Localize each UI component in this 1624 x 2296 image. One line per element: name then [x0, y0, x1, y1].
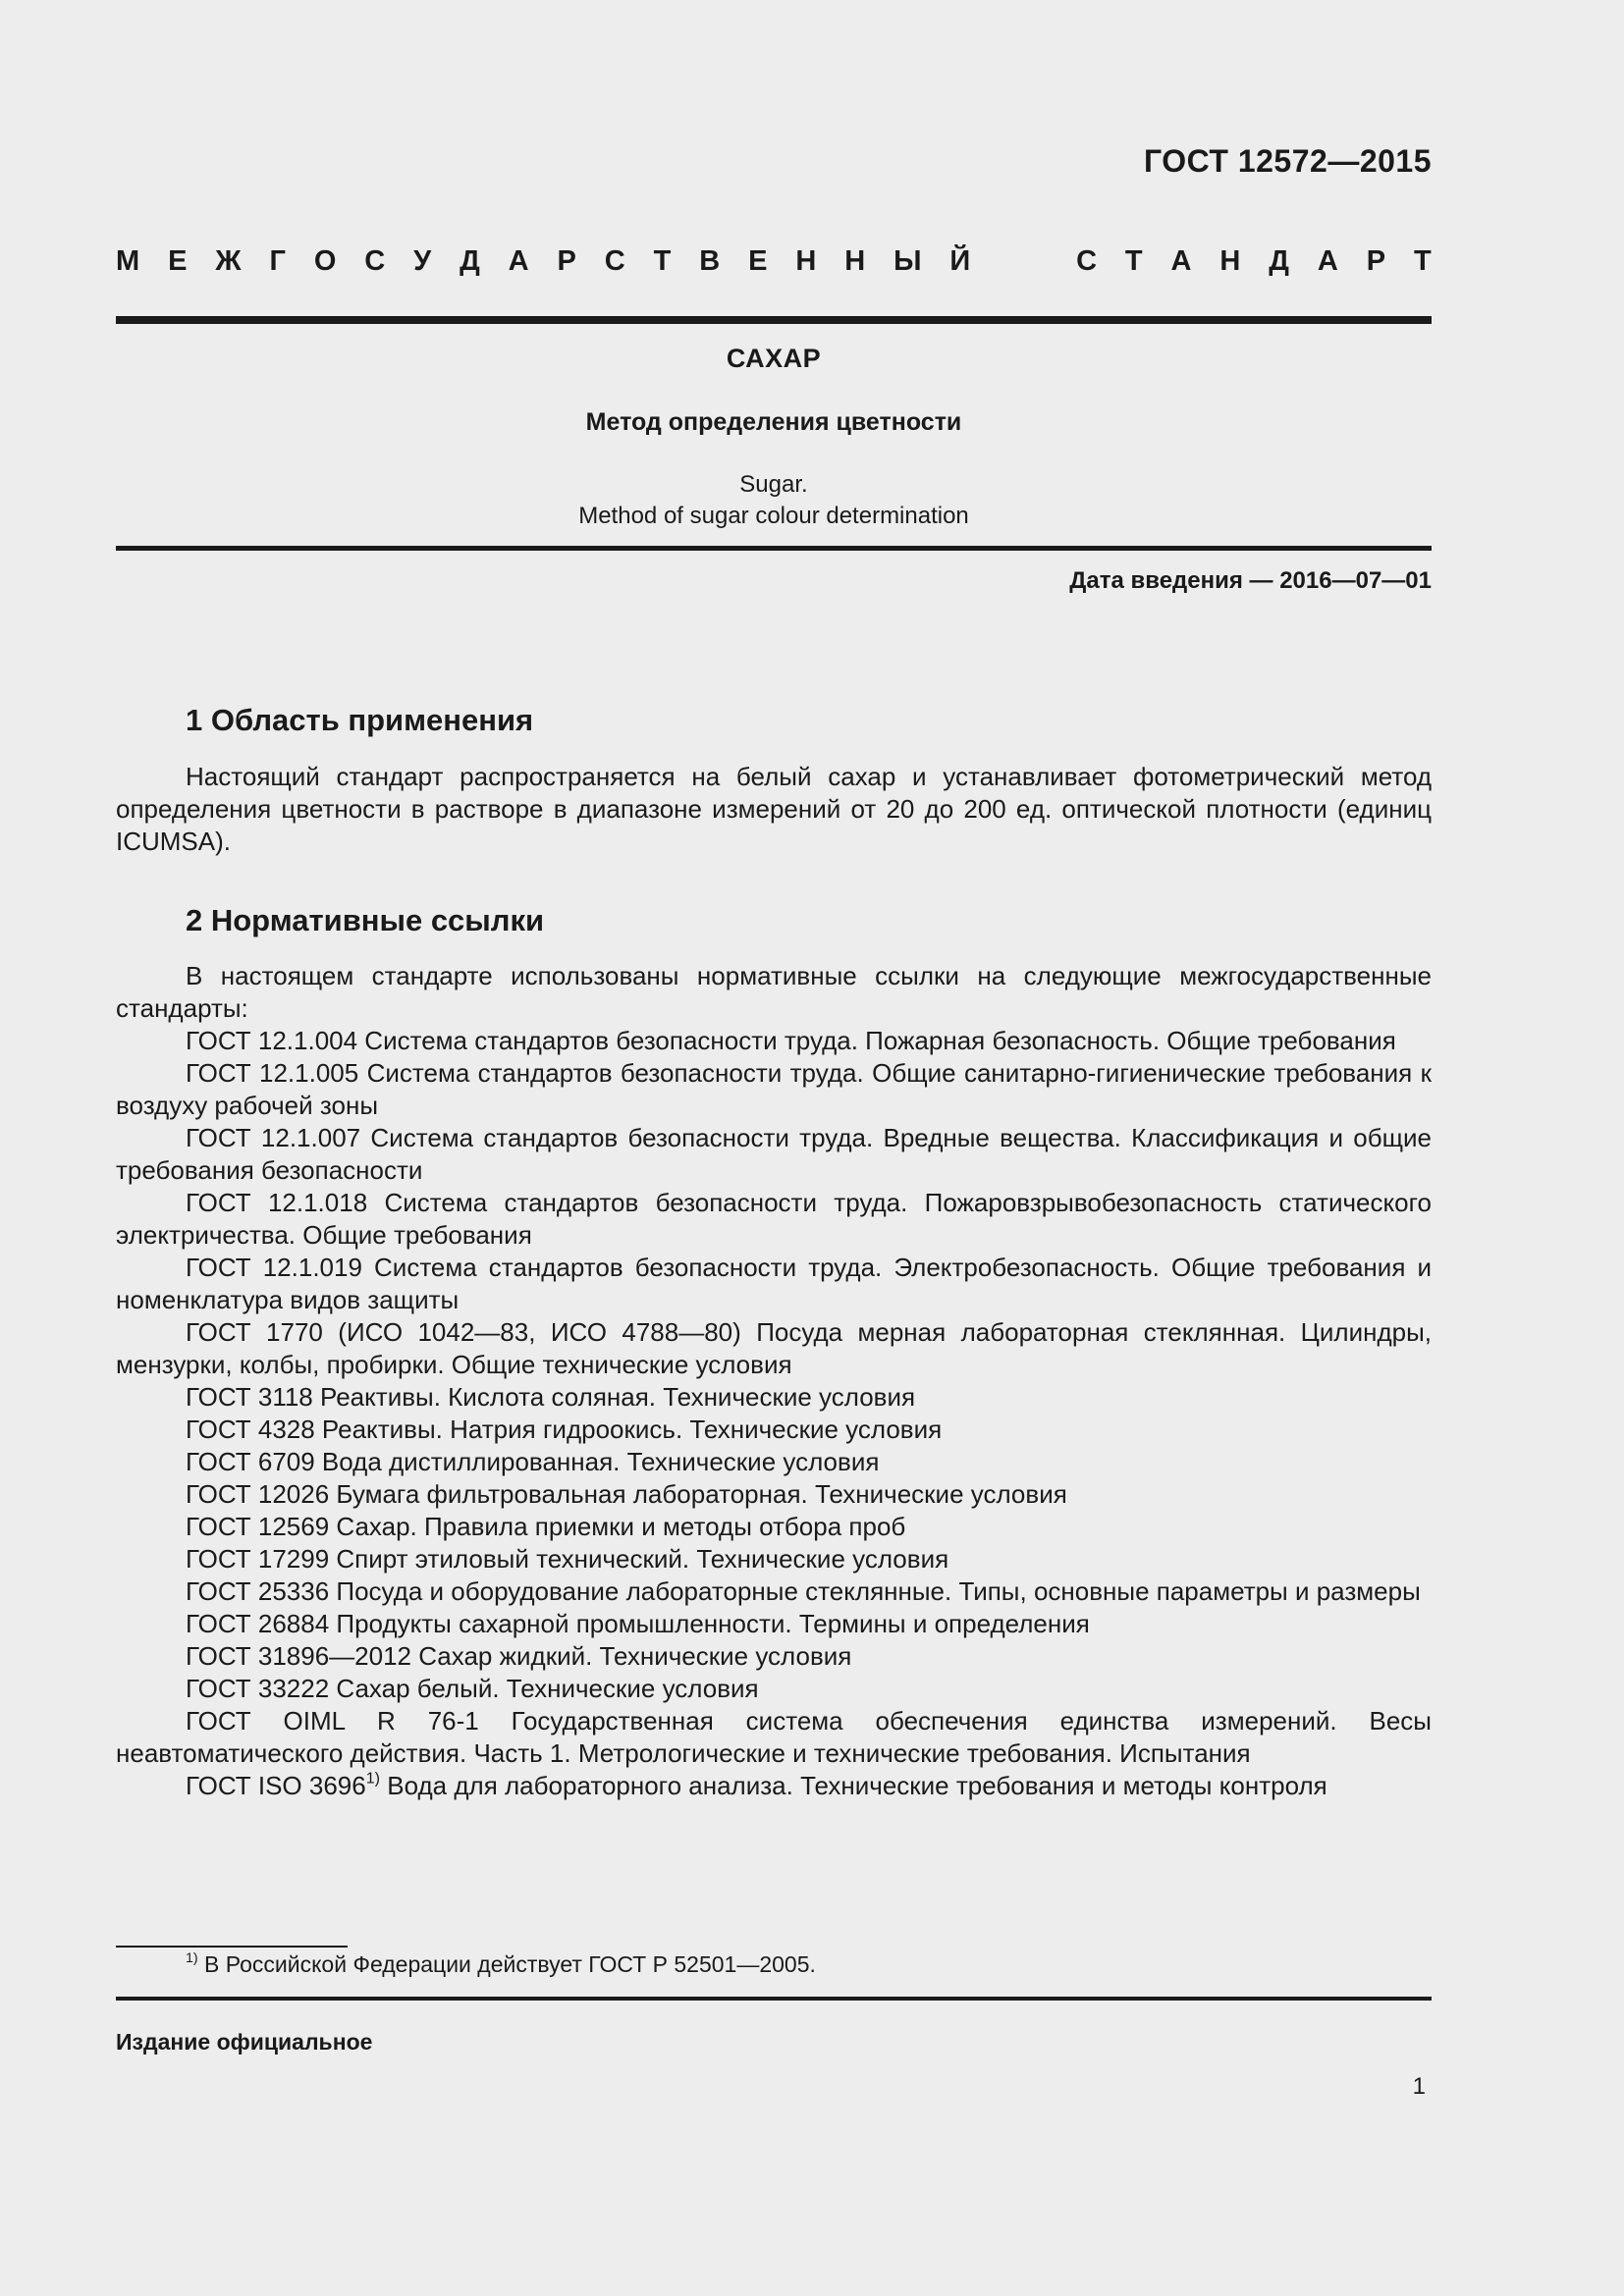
header-letter: А [1170, 245, 1192, 277]
document-subtitle: Метод определения цветности [585, 408, 962, 436]
reference-item: ГОСТ 25336 Посуда и оборудование лабораторные стеклянные. Типы, основные параметры и размеры [186, 1576, 1421, 1606]
reference-item: ГОСТ 3118 Реактивы. Кислота соляная. Технические условия [186, 1382, 916, 1412]
reference-item: ГОСТ 6709 Вода дистиллированная. Технические условия [186, 1447, 880, 1476]
interstate-standard-header [116, 245, 1432, 278]
header-letter: Е [748, 245, 768, 277]
footnote-mark: 1) [365, 1769, 381, 1788]
reference-suffix: Вода для лабораторного анализа. Технические требования и методы контроля [380, 1771, 1327, 1800]
reference-prefix: ГОСТ ISO 3696 [186, 1771, 366, 1800]
header-letter: Д [1269, 245, 1289, 277]
header-letter: Ы [893, 245, 922, 277]
section-heading: 1 Область применения [186, 703, 534, 737]
header-letter: Н [795, 245, 817, 277]
reference-item [116, 1770, 1432, 1802]
page-number: 1 [1412, 2073, 1426, 2100]
header-letter: Н [844, 245, 866, 277]
header-letter: В [699, 245, 721, 277]
header-letter: А [1317, 245, 1338, 277]
header-letter: Т [1124, 245, 1143, 277]
standard-number: ГОСТ 12572—2015 [1143, 143, 1432, 179]
references-list [116, 960, 1432, 1802]
header-letter: С [1076, 245, 1098, 277]
reference-item: ГОСТ 31896—2012 Сахар жидкий. Технические условия [186, 1641, 852, 1671]
header-divider [116, 316, 1432, 324]
footnote [116, 1951, 1432, 1978]
header-letter: С [364, 245, 386, 277]
title-divider [116, 546, 1432, 551]
header-letter: Г [269, 245, 286, 277]
reference-item: ГОСТ 12.1.018 Система стандартов безопасности труда. Пожаровзрывобезопасность статического электричества. Общие требования [116, 1188, 1432, 1250]
header-letter: Д [460, 245, 480, 277]
reference-item: ГОСТ 12.1.007 Система стандартов безопасности труда. Вредные вещества. Классификация и общие требования безопасности [116, 1123, 1432, 1185]
header-letter: Т [1413, 245, 1432, 277]
edition-label: Издание официальное [116, 2029, 373, 2055]
header-word-gap [999, 245, 1048, 278]
header-letter: Й [949, 245, 971, 277]
reference-item: ГОСТ 33222 Сахар белый. Технические условия [186, 1674, 759, 1703]
reference-item: ГОСТ OIML R 76-1 Государственная система обеспечения единства измерений. Весы неавтоматического действия. Часть 1. Метрологические и технические требования. Испытания [116, 1706, 1432, 1768]
header-letter: А [508, 245, 529, 277]
reference-item: ГОСТ 12.1.019 Система стандартов безопасности труда. Электробезопасность. Общие требования и номенклатура видов защиты [116, 1253, 1432, 1314]
section-body [116, 761, 1432, 858]
paragraph: Настоящий стандарт распространяется на белый сахар и устанавливает фотометрический метод определения цветности в растворе в диапазоне измерений от 20 до 200 ед. оптической плотности (единиц ICUMSA). [116, 762, 1432, 856]
english-title [116, 469, 1432, 532]
paragraph: В настоящем стандарте использованы нормативные ссылки на следующие межгосударственные стандарты: [116, 961, 1432, 1023]
reference-item: ГОСТ 12.1.005 Система стандартов безопасности труда. Общие санитарно-гигиенические требования к воздуху рабочей зоны [116, 1058, 1432, 1120]
header-letter: О [313, 245, 337, 277]
header-letter: С [604, 245, 625, 277]
english-title-line: Method of sugar colour determination [578, 503, 969, 529]
document-title: САХАР [726, 344, 822, 373]
section-heading: 2 Нормативные ссылки [186, 903, 545, 937]
reference-item: ГОСТ 1770 (ИСО 1042—83, ИСО 4788—80) Посуда мерная лабораторная стеклянная. Цилиндры, мензурки, колбы, пробирки. Общие технические условия [116, 1317, 1432, 1379]
header-letter: Т [653, 245, 672, 277]
introduction-date: Дата введения — 2016—07—01 [1069, 567, 1432, 594]
header-letter: Ж [215, 245, 242, 277]
reference-item: ГОСТ 4328 Реактивы. Натрия гидроокись. Технические условия [186, 1415, 943, 1444]
reference-item: ГОСТ 12026 Бумага фильтровальная лабораторная. Технические условия [186, 1479, 1067, 1509]
reference-item: ГОСТ 17299 Спирт этиловый технический. Технические условия [186, 1544, 949, 1574]
header-letter: Р [1366, 245, 1386, 277]
header-letter: М [116, 245, 140, 277]
header-letter: Н [1219, 245, 1241, 277]
reference-item: ГОСТ 12569 Сахар. Правила приемки и методы отбора проб [186, 1512, 906, 1541]
header-letter: Е [168, 245, 188, 277]
reference-item: ГОСТ 12.1.004 Система стандартов безопасности труда. Пожарная безопасность. Общие требования [186, 1026, 1396, 1055]
footnote-text: В Российской Федерации действует ГОСТ Р 52501—2005. [197, 1951, 816, 1977]
header-letter: У [413, 245, 432, 277]
english-title-line: Sugar. [739, 471, 808, 498]
header-letter: Р [557, 245, 576, 277]
footnote-divider [116, 1946, 348, 1948]
reference-item: ГОСТ 26884 Продукты сахарной промышленности. Термины и определения [186, 1609, 1090, 1638]
footer-divider [116, 1997, 1432, 2001]
footnote-mark: 1) [186, 1950, 198, 1967]
